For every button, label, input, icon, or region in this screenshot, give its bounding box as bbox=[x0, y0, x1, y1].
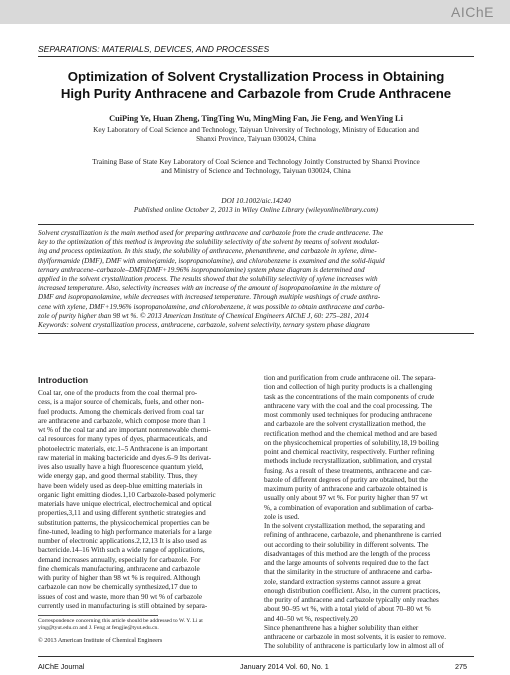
body-text-line: fine chemicals manufacturing, anthracene and carbazole bbox=[38, 564, 200, 573]
body-text-line: and the large amounts of solvents required due to the fact bbox=[264, 559, 429, 567]
body-text-line: currently used in manufacturing is still obtained by separa- bbox=[38, 601, 208, 610]
body-text-line: issues of cost and waste, more than 90 wt % of carbazole bbox=[38, 592, 203, 601]
body-text-line: carbazole can now be chemically synthesized,17 due to bbox=[38, 583, 198, 592]
section-heading-introduction: Introduction bbox=[38, 375, 89, 385]
header-rule bbox=[38, 56, 474, 57]
body-text-line: that the similarity in the structure of anthracene and carba- bbox=[264, 568, 433, 577]
body-text-line: task as the concentrations of the main components of crude bbox=[264, 392, 435, 401]
body-text-line: anthracene vary with the coal and the coal processing. The bbox=[264, 401, 433, 410]
body-text-line: wide energy gap, and good thermal stability. Thus, they bbox=[38, 472, 198, 481]
body-text-line: cess, is a major source of chemicals, fuels, and other non- bbox=[38, 398, 204, 407]
body-text-line: materials have unique electrical, electrochemical and optical bbox=[38, 500, 212, 508]
body-text-line: most commonly used techniques for producing anthracene bbox=[264, 411, 433, 419]
abstract-line: applied in the solvent crystallization process. The results showed that the solubility selectivity of xylene increases with bbox=[38, 275, 378, 284]
abstract-line: increased temperature. Also, selectivity increases with an increase of the amount of isopropanolamine in the mixture of bbox=[38, 284, 381, 293]
body-text-line: about 90–95 wt %, with a total yield of about 70–80 wt % bbox=[264, 605, 431, 614]
affiliation-line: Shanxi Province, Taiyuan 030024, China bbox=[196, 134, 316, 144]
body-text-line: tion and collection of high purity products is a challenging bbox=[264, 383, 433, 392]
abstract-line: thylformamide (DMF), DMF with amine(amide, isopropanolamine), and chlorobenzene is examined and the solid-liquid bbox=[38, 256, 385, 265]
body-text-line: Since phenanthrene has a higher solubility than either bbox=[264, 623, 419, 632]
author-list: CuiPing Ye, Huan Zheng, TingTing Wu, MingMing Fan, Jie Feng, and WenYing Li bbox=[109, 114, 403, 123]
body-text-line: fusing. As a result of these treatments, anthracene and car- bbox=[264, 466, 432, 475]
affiliation-1 bbox=[38, 125, 474, 144]
abstract-line: DMF and isopropanolamine, while decreases with increased temperature. Through multiple washings of crude anthra- bbox=[38, 293, 381, 302]
body-text-line: ives also usually have a high fluorescence quantum yield, bbox=[38, 463, 204, 471]
body-text-line: point and chemical reactivity, respectively. Further refining bbox=[264, 448, 435, 456]
keywords-line: Keywords: solvent crystallization process, anthracene, carbazole, solvent selectivity, ternary system phase diagram bbox=[38, 321, 370, 330]
doi-line: DOI 10.1002/aic.14240 bbox=[221, 196, 291, 205]
body-text-line: maximum purity of anthracene and carbazole obtained is bbox=[264, 485, 428, 493]
copyright-note: © 2013 American Institute of Chemical Engineers bbox=[38, 637, 163, 644]
abstract-top-rule bbox=[38, 224, 474, 225]
journal-logo: AIChE bbox=[451, 4, 494, 20]
body-text-line: In the solvent crystallization method, the separating and bbox=[264, 522, 425, 530]
abstract-line: key to the optimization of this method is improving the solubility selectivity of the solvent by means of solvent modulat- bbox=[38, 238, 380, 247]
doi-block bbox=[38, 196, 474, 215]
body-text-line: refining of anthracene, carbazole, and phenanthrene is carried bbox=[264, 531, 442, 540]
body-text-line: organic light emitting diodes.1,10 Carbazole-based polymeric bbox=[38, 490, 216, 499]
body-text-line: cal resources for many types of dyes, pharmaceuticals, and bbox=[38, 435, 208, 444]
body-text-line: anthracene or carbazole in most solvents, it is easier to remove. bbox=[264, 633, 447, 641]
body-text-line: have been widely used as deep-blue emitting materials in bbox=[38, 481, 203, 490]
body-text-line: out according to their solubility in different solvents. The bbox=[264, 540, 429, 549]
affiliation-line: and Ministry of Science and Technology, Taiyuan 030024, China bbox=[161, 166, 351, 176]
correspondence-line: Correspondence concerning this article should be addressed to W. Y. Li at bbox=[38, 618, 203, 624]
body-text-line: with purity of higher than 98 wt % is required. Although bbox=[38, 574, 201, 582]
abstract-bottom-rule bbox=[38, 333, 474, 334]
body-text-line: and carbazole are the solvent crystallization method, the bbox=[264, 420, 426, 429]
body-text-line: zole, standard extraction systems cannot assure a great bbox=[264, 577, 421, 586]
affiliation-line: Key Laboratory of Coal Science and Technology, Taiyuan University of Technology, Ministry of Education and bbox=[93, 125, 419, 134]
abstract-line: ternary anthracene–carbazole–DMF(DMF+19.96% isopropanolamine) system phase diagram is determined and bbox=[38, 265, 365, 274]
article-title bbox=[38, 69, 474, 102]
body-text-line: and 40–50 wt %, respectively.20 bbox=[264, 614, 358, 623]
top-banner bbox=[0, 0, 510, 24]
body-text-line: on the physicochemical properties of solubility,18,19 boiling bbox=[264, 438, 439, 447]
body-text-line: Coal tar, one of the products from the coal thermal pro- bbox=[38, 389, 198, 397]
correspondence-line: ying@tyut.edu.cn and J. Feng at fengjie@tyut.edu.cn. bbox=[38, 625, 159, 631]
right-column bbox=[264, 374, 474, 652]
abstract bbox=[38, 229, 474, 330]
body-text-line: fuel products. Among the chemicals derived from coal tar bbox=[38, 407, 204, 416]
footer-rule bbox=[38, 656, 474, 657]
title-line: Optimization of Solvent Crystallization Process in Obtaining bbox=[67, 69, 445, 84]
body-text-line: usually only about 97 wt %. For purity higher than 97 wt bbox=[264, 494, 428, 503]
body-text-line: substitution patterns, the physicochemical properties can be bbox=[38, 518, 210, 527]
abstract-line: ing and process optimization. In this study, the solubility of anthracene, phenanthrene, and carbazole in xylene, dime- bbox=[38, 247, 377, 256]
body-text-line: zole is used. bbox=[264, 512, 300, 521]
abstract-line: Solvent crystallization is the main method used for preparing anthracene and carbazole from the crude anthracene. The bbox=[38, 229, 384, 237]
body-text-line: are anthracene and carbazole, which compose more than 1 bbox=[38, 416, 206, 425]
body-text-line: demand increases annually, especially for carbazole. For bbox=[38, 555, 201, 564]
body-text-line: rectification method and the chemical method and are based bbox=[264, 429, 437, 438]
body-text-line: methods include recrystallization, sublimation, and crystal bbox=[264, 457, 432, 466]
footer-issue: January 2014 Vol. 60, No. 1 bbox=[240, 662, 329, 671]
left-column bbox=[38, 389, 248, 611]
body-text-line: bactericide.14–16 With such a wide range of applications, bbox=[38, 546, 205, 555]
body-text-line: wt % of the coal tar and are important nonrenewable chemi- bbox=[38, 426, 211, 434]
body-text-line: bazole of different degrees of purity are obtained, but the bbox=[264, 475, 428, 484]
body-text-line: number of electronic applications.2,12,13 It is also used as bbox=[38, 537, 207, 545]
publication-line: Published online October 2, 2013 in Wiley Online Library (wileyonlinelibrary.com) bbox=[133, 205, 379, 215]
body-text-line: the purity of anthracene and carbazole typically only reaches bbox=[264, 596, 439, 604]
footnote-rule bbox=[38, 615, 158, 616]
body-text-line: tion and purification from crude anthracene oil. The separa- bbox=[264, 374, 436, 382]
correspondence-note bbox=[38, 618, 248, 632]
footer-page-number: 275 bbox=[455, 662, 467, 671]
body-text-line: photoelectric materials, etc.1–5 Anthracene is an important bbox=[38, 444, 208, 453]
body-text-line: enough distribution coefficient. Also, in the current practices, bbox=[264, 586, 441, 595]
body-text-line: disadvantages of this method are the length of the process bbox=[264, 549, 431, 558]
abstract-line: cene with xylene, DMF+19.96% isopropanolamine, and chlorobenzene, it was possible to obtain anthracene and carba- bbox=[38, 302, 385, 311]
footer-journal: AIChE Journal bbox=[38, 662, 85, 671]
body-text-line: The solubility of anthracene is particularly low in almost all of bbox=[264, 642, 445, 651]
abstract-line: zole of purity higher than 98 wt %. © 2013 American Institute of Chemical Engineers AIChE J, 60: 275–281, 2014 bbox=[38, 311, 369, 320]
section-label: SEPARATIONS: MATERIALS, DEVICES, AND PROCESSES bbox=[38, 44, 270, 54]
title-line: High Purity Anthracene and Carbazole from Crude Anthracene bbox=[60, 85, 452, 101]
affiliation-2 bbox=[38, 157, 474, 176]
body-text-line: %, a combination of evaporation and sublimation of carba- bbox=[264, 503, 434, 512]
body-text-line: properties,3,11 and using different synthetic strategies and bbox=[38, 509, 206, 518]
body-text-line: fine-tuned, leading to high performance materials for a large bbox=[38, 527, 212, 536]
body-text-line: raw material in making bactericide and dyes.6–9 Its derivat- bbox=[38, 453, 212, 462]
affiliation-line: Training Base of State Key Laboratory of Coal Science and Technology Jointly Constructed by Shanxi Province bbox=[92, 157, 420, 166]
